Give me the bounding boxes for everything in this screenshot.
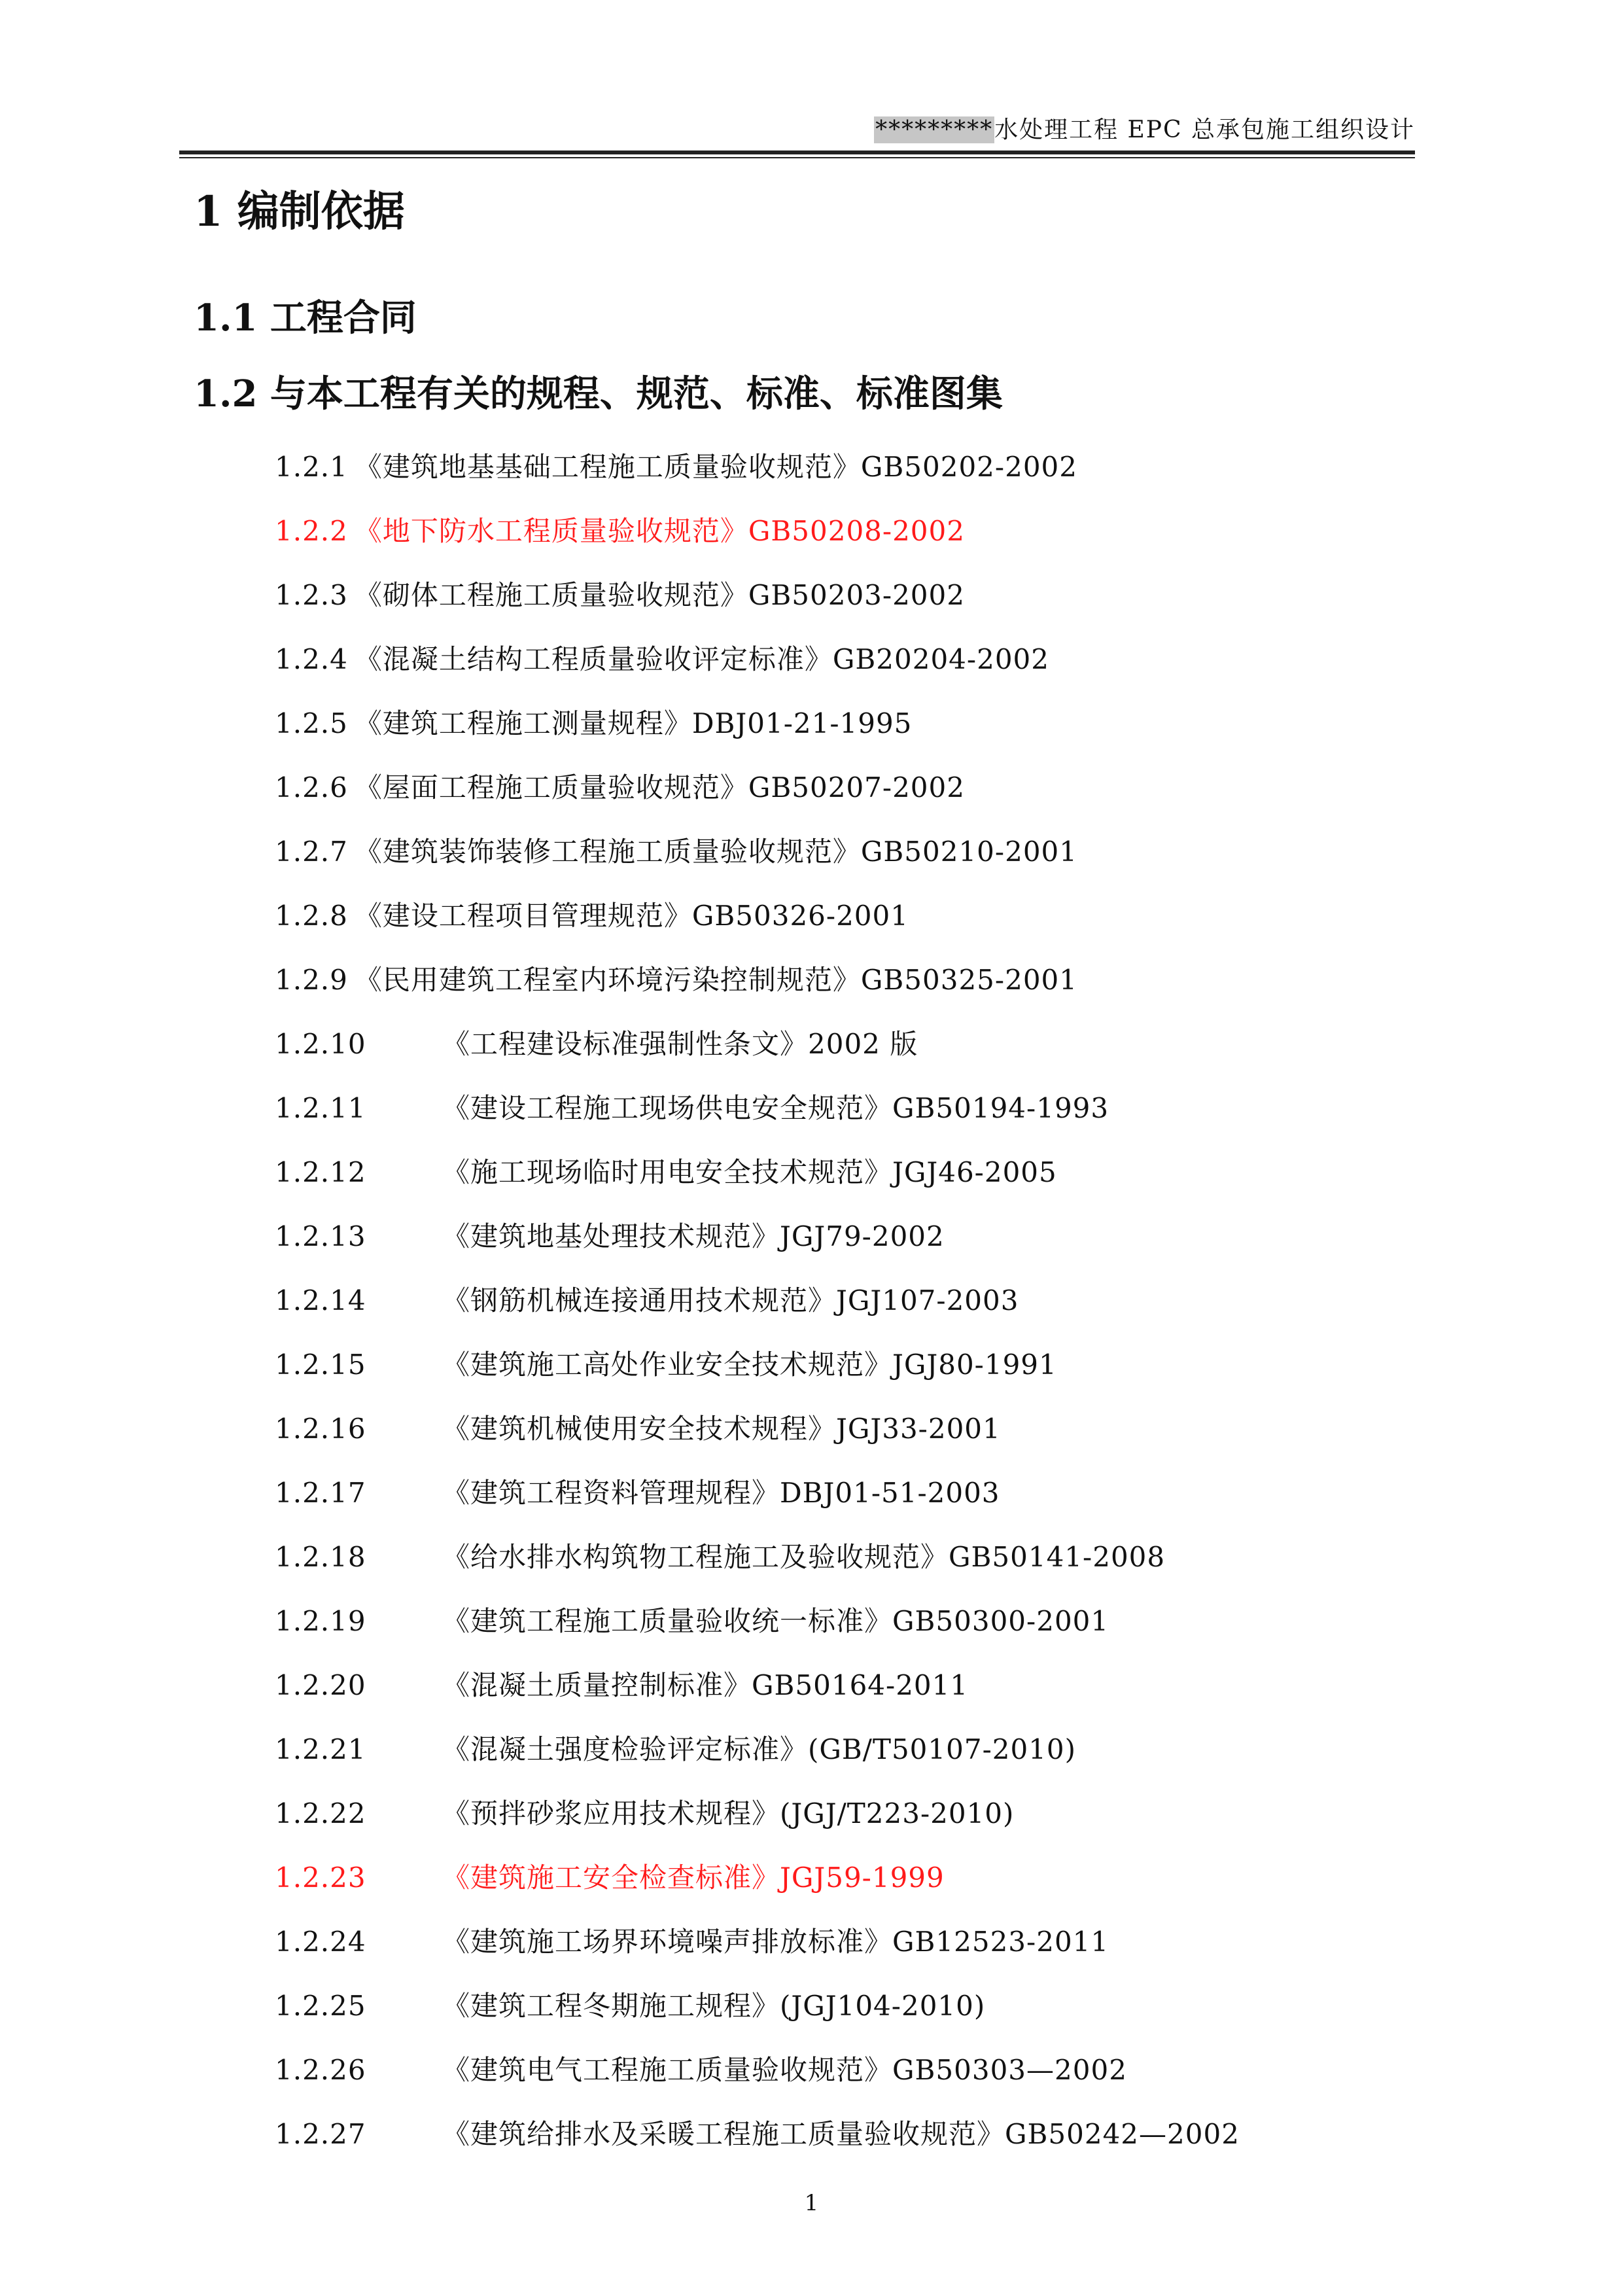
item-text: 《建筑施工场界环境噪声排放标准》GB12523-2011 (442, 1926, 1109, 1958)
item-number: 1.2.20 (275, 1669, 366, 1701)
item-number: 1.2.23 (275, 1862, 366, 1894)
item-number: 1.2.19 (275, 1605, 366, 1637)
list-item (275, 1537, 1165, 1578)
item-number: 1.2.18 (275, 1541, 366, 1573)
list-item (275, 768, 965, 808)
list-item (275, 1601, 1109, 1642)
list-item-highlighted (275, 1858, 945, 1898)
item-text: 《施工现场临时用电安全技术规范》JGJ46-2005 (442, 1156, 1057, 1188)
header-rule-thick (179, 150, 1415, 154)
chapter-heading: 1 编制依据 (194, 187, 405, 236)
item-number: 1.2.4 (275, 643, 348, 675)
item-text: 《建设工程项目管理规范》GB50326-2001 (354, 900, 909, 932)
list-item (275, 1473, 1000, 1513)
list-item (275, 1152, 1057, 1193)
list-item (275, 2050, 1127, 2091)
item-text: 《建筑施工安全检查标准》JGJ59-1999 (442, 1862, 945, 1894)
item-number: 1.2.1 (275, 451, 348, 483)
item-text: 《民用建筑工程室内环境污染控制规范》GB50325-2001 (354, 964, 1077, 996)
list-item (275, 1729, 1076, 1770)
item-text: 《建筑机械使用安全技术规程》JGJ33-2001 (442, 1413, 1001, 1445)
list-item (275, 1345, 1057, 1385)
item-number: 1.2.17 (275, 1477, 366, 1509)
item-text: 《建筑施工高处作业安全技术规范》JGJ80-1991 (442, 1349, 1057, 1381)
item-text: 《屋面工程施工质量验收规范》GB50207-2002 (354, 771, 965, 804)
item-text: 《预拌砂浆应用技术规程》(JGJ/T223-2010) (442, 1797, 1015, 1829)
list-item (275, 2114, 1240, 2155)
list-item (275, 1665, 968, 1706)
list-item (275, 639, 1049, 680)
item-text: 《建筑电气工程施工质量验收规范》GB50303—2002 (442, 2054, 1127, 2086)
item-number: 1.2.9 (275, 964, 348, 996)
page-number: 1 (804, 2190, 819, 2216)
page-header (179, 111, 1415, 149)
item-number: 1.2.14 (275, 1284, 366, 1316)
item-number: 1.2.5 (275, 707, 348, 739)
item-text: 《地下防水工程质量验收规范》GB50208-2002 (354, 515, 965, 547)
item-text: 《建设工程施工现场供电安全规范》GB50194-1993 (442, 1092, 1109, 1124)
item-text: 《建筑地基处理技术规范》JGJ79-2002 (442, 1220, 945, 1252)
item-number: 1.2.11 (275, 1092, 366, 1124)
item-text: 《建筑工程资料管理规程》DBJ01-51-2003 (442, 1477, 1000, 1509)
section-heading-contract: 1.1 工程合同 (194, 296, 417, 340)
list-item (275, 1216, 945, 1257)
item-text: 《混凝土质量控制标准》GB50164-2011 (442, 1669, 969, 1701)
item-number: 1.2.7 (275, 836, 348, 868)
list-item (275, 832, 1077, 872)
list-item-highlighted (275, 511, 965, 552)
item-text: 《混凝土结构工程质量验收评定标准》GB20204-2002 (354, 643, 1049, 675)
item-number: 1.2.16 (275, 1413, 366, 1445)
item-number: 1.2.15 (275, 1349, 366, 1381)
item-number: 1.2.26 (275, 2054, 366, 2086)
list-item (275, 960, 1077, 1000)
item-text: 《混凝土强度检验评定标准》(GB/T50107-2010) (442, 1733, 1077, 1765)
item-text: 《钢筋机械连接通用技术规范》JGJ107-2003 (442, 1284, 1019, 1316)
list-item (275, 896, 909, 936)
list-item (275, 1793, 1014, 1834)
item-text: 《建筑给排水及采暖工程施工质量验收规范》GB50242—2002 (442, 2118, 1240, 2150)
item-number: 1.2.27 (275, 2118, 366, 2150)
list-item (275, 1986, 985, 2026)
list-item (275, 1409, 1001, 1449)
list-item (275, 1024, 918, 1065)
item-number: 1.2.21 (275, 1733, 366, 1765)
item-text: 《建筑装饰装修工程施工质量验收规范》GB50210-2001 (354, 836, 1077, 868)
list-item (275, 1088, 1109, 1129)
item-text: 《建筑工程施工质量验收统一标准》GB50300-2001 (442, 1605, 1109, 1637)
item-number: 1.2.13 (275, 1220, 366, 1252)
list-item (275, 1922, 1109, 1962)
header-rule-thin (179, 157, 1415, 158)
item-number: 1.2.3 (275, 579, 348, 611)
list-item (275, 447, 1077, 487)
list-item (275, 1280, 1019, 1321)
item-number: 1.2.10 (275, 1028, 366, 1060)
item-text: 《工程建设标准强制性条文》2002 版 (442, 1028, 918, 1060)
item-number: 1.2.25 (275, 1990, 366, 2022)
item-text: 《建筑工程冬期施工规程》(JGJ104-2010) (442, 1990, 986, 2022)
item-text: 《建筑工程施工测量规程》DBJ01-21-1995 (354, 707, 913, 739)
item-number: 1.2.24 (275, 1926, 366, 1958)
header-title-line (874, 111, 1415, 149)
item-number: 1.2.12 (275, 1156, 366, 1188)
item-number: 1.2.2 (275, 515, 348, 547)
header-title: 水处理工程 EPC 总承包施工组织设计 (994, 116, 1415, 143)
list-item (275, 703, 912, 744)
section-heading-standards: 1.2 与本工程有关的规程、规范、标准、标准图集 (194, 372, 1003, 415)
item-number: 1.2.8 (275, 900, 348, 932)
item-text: 《建筑地基基础工程施工质量验收规范》GB50202-2002 (354, 451, 1077, 483)
header-redacted-mask: ********* (875, 116, 994, 143)
item-text: 《给水排水构筑物工程施工及验收规范》GB50141-2008 (442, 1541, 1166, 1573)
item-number: 1.2.6 (275, 771, 348, 804)
item-text: 《砌体工程施工质量验收规范》GB50203-2002 (354, 579, 965, 611)
item-number: 1.2.22 (275, 1797, 366, 1829)
list-item (275, 575, 965, 616)
